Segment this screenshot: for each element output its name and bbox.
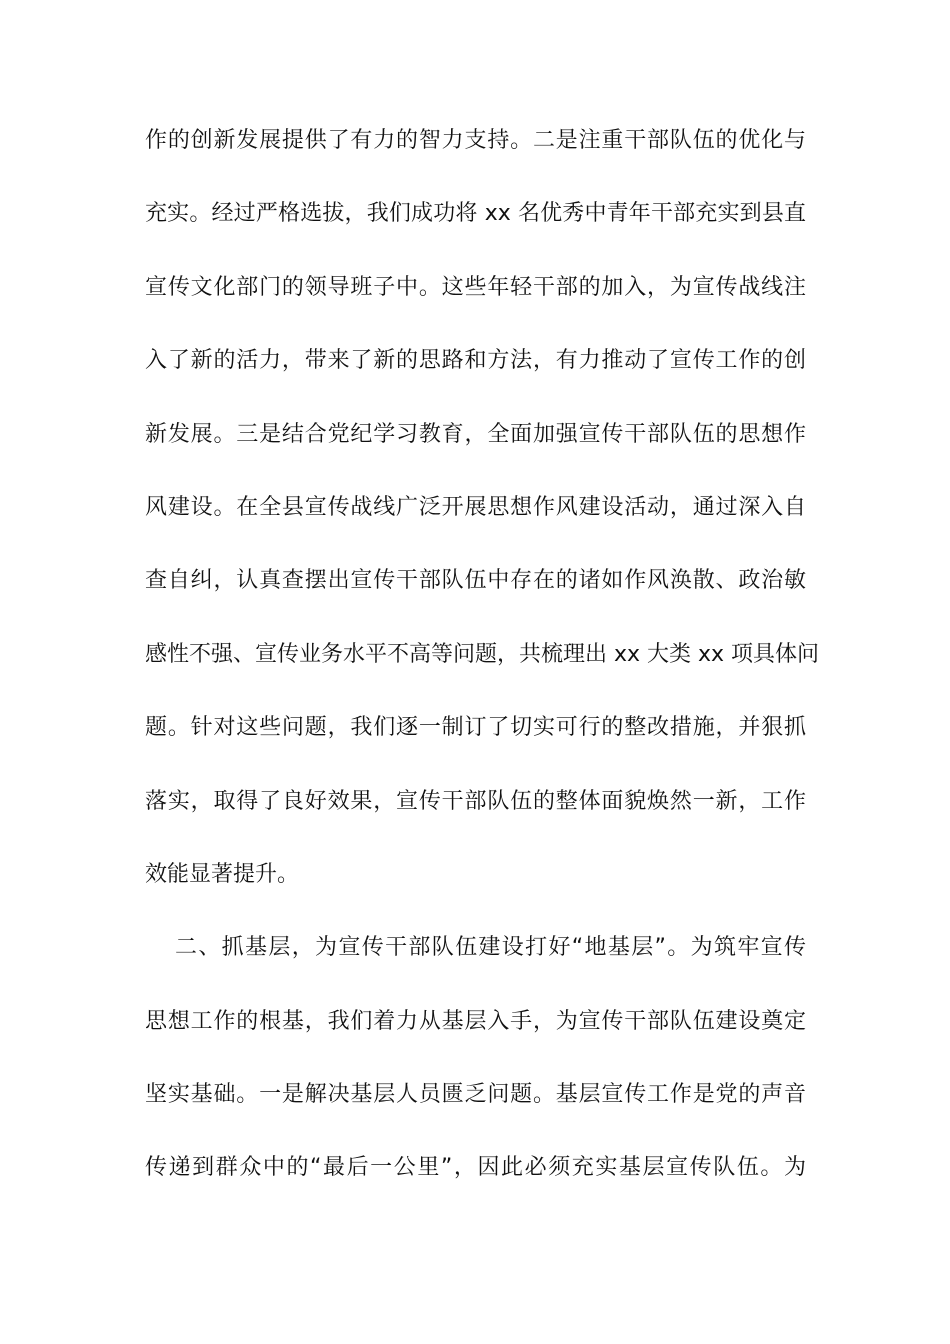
paragraph-1 xyxy=(145,104,820,911)
text-line: 落实，取得了良好效果，宣传干部队伍的整体面貌焕然一新，工作 xyxy=(145,788,806,814)
paragraph-2 xyxy=(145,911,806,1205)
section-heading-line: 二、抓基层，为宣传干部队伍建设打好“地基层”。为筑牢宣传 xyxy=(175,935,807,961)
text-line: 查自纠，认真查摆出宣传干部队伍中存在的诸如作风涣散、政治敏 xyxy=(145,568,806,594)
text-line: 充实。经过严格选拔，我们成功将 xx 名优秀中青年干部充实到县直 xyxy=(145,201,806,227)
text-line: 作的创新发展提供了有力的智力支持。二是注重干部队伍的优化与 xyxy=(145,128,806,153)
text-line: 新发展。三是结合党纪学习教育，全面加强宣传干部队伍的思想作 xyxy=(145,421,806,447)
text-line: 风建设。在全县宣传战线广泛开展思想作风建设活动，通过深入自 xyxy=(145,494,806,520)
text-line: 宣传文化部门的领导班子中。这些年轻干部的加入，为宣传战线注 xyxy=(145,274,806,300)
text-line: 思想工作的根基，我们着力从基层入手，为宣传干部队伍建设奠定 xyxy=(145,1008,806,1034)
text-line: 感性不强、宣传业务水平不高等问题，共梳理出 xx 大类 xx 项具体问 xyxy=(145,641,820,667)
document-page xyxy=(145,104,820,1205)
text-line: 坚实基础。一是解决基层人员匮乏问题。基层宣传工作是党的声音 xyxy=(145,1082,806,1108)
text-line: 入了新的活力，带来了新的思路和方法，有力推动了宣传工作的创 xyxy=(145,348,806,374)
text-line: 题。针对这些问题，我们逐一制订了切实可行的整改措施，并狠抓 xyxy=(145,715,806,741)
text-line: 效能显著提升。 xyxy=(145,861,300,887)
text-line: 传递到群众中的“最后一公里”，因此必须充实基层宣传队伍。为 xyxy=(145,1155,806,1181)
